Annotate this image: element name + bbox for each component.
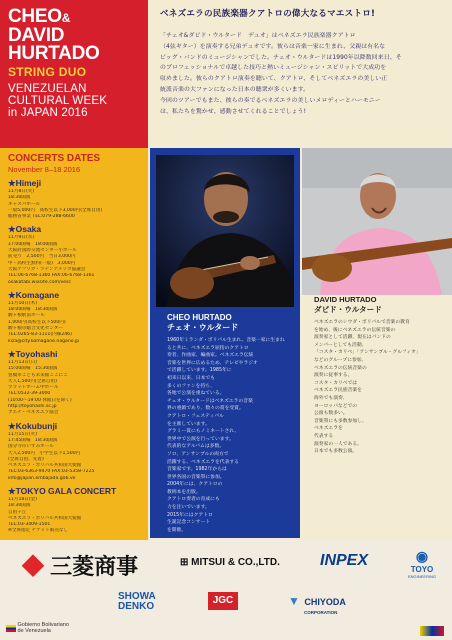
city-detail-line: 18:30開演 xyxy=(8,503,31,509)
city-item xyxy=(8,290,144,345)
mitsubishi-logo-icon: ◆ xyxy=(22,554,45,579)
city-detail-line: 総務省事業 TEL:079-288-6600 xyxy=(8,214,75,220)
text-line: 収めました。彼らのクアトロ演奏を聴いて、クアトロ、そしてベネズエラの美しい正 xyxy=(160,76,388,83)
text-line: 今回のツアーでもまた、彼らの奏でるベネズエラの美しいメロディーとハーモニー xyxy=(160,97,381,104)
text-line: ると共に、ベネズエラ屈指のクアトロ xyxy=(167,345,249,351)
city-item xyxy=(8,421,144,482)
city-name: ★Toyohashi xyxy=(8,348,58,359)
text-line: （4弦ギター）を演奏する兄弟デュオです。彼らは音楽一家に生まれ、父親は有名な xyxy=(160,43,386,50)
city-detail-line: 駒ヶ根市総合文化センター xyxy=(8,326,63,332)
text-line: 演奏家の一人である。 xyxy=(314,441,362,447)
sponsor-strip xyxy=(0,540,452,640)
text-line: 音楽家です。1982年からは xyxy=(167,467,227,473)
sponsor-inpex: INPEX xyxy=(320,552,369,569)
sponsor-jgc: JGC xyxy=(208,592,238,610)
chiyoda-logo-icon: ▼ xyxy=(288,594,300,608)
city-detail-line: 大阪アフリカ・ラテンアメリカ協議会 xyxy=(8,266,86,272)
city-name: ★Himeji xyxy=(8,178,42,188)
title-cheo: CHEO& xyxy=(8,6,71,27)
city-detail-line: 18:00開場 18:30開演 xyxy=(8,307,58,313)
toyo-logo-icon: ◉ xyxy=(415,548,429,564)
city-detail-line: (全席自由、先着) xyxy=(8,456,44,462)
text-line: グラミー賞にもノミネートされ、 xyxy=(167,429,240,435)
concerts-range: November 8–18 2016 xyxy=(8,165,81,174)
city-detail-line: kiza@city.komagane.nagano.jp xyxy=(8,338,80,344)
city-detail-line: プラットホーム中ホール xyxy=(8,385,59,391)
city-detail-line: (10:00〜19:00 休館日を除く) xyxy=(8,397,72,403)
text-line: 代表する xyxy=(314,433,334,439)
text-line: ビッグ・バンドのミュージシャンでした。チェオ・ウルタードは1990年以降数回来日、そ xyxy=(160,54,402,61)
text-line: メンバーとしても活動。 xyxy=(314,342,367,348)
city-detail-line: http://toyohashi.sc.jp xyxy=(8,404,57,410)
city-name: ★Osaka xyxy=(8,224,42,235)
text-line: 各地で公演を重ねている。 xyxy=(167,391,225,397)
subtitle-string-duo: STRING DUO xyxy=(8,65,87,79)
concerts-heading: CONCERTS DATES xyxy=(8,153,101,164)
text-line: ソロ、アンサンブルの両方で xyxy=(167,451,229,457)
text-line: 奏者、作曲家、編曲家。ベネズエラ伝統 xyxy=(167,353,254,359)
city-detail-line: 前売り 2,500円 当日3,000円 xyxy=(8,254,76,260)
city-detail-line: 駒ヶ根駅前ホール xyxy=(8,313,45,319)
city-detail-line: osakatabi.wixsite.com/vesc xyxy=(8,279,72,285)
intro-text xyxy=(160,31,446,117)
city-detail-line: 1,000円(高校生以下500円) xyxy=(8,319,66,325)
title-block xyxy=(0,0,148,148)
cheo-bio xyxy=(167,337,295,534)
sponsor-showa-denko: SHOWA DENKO xyxy=(118,591,156,612)
left-column xyxy=(0,0,148,540)
text-line: 演奏家として活躍、現在はバンドの xyxy=(314,335,391,341)
city-item xyxy=(8,224,144,285)
david-bio xyxy=(314,319,448,456)
text-line: ベネズエラを xyxy=(314,426,343,432)
sponsor-mitsubishi: ◆ 三菱商事 xyxy=(22,554,139,579)
concert-dates xyxy=(8,153,144,535)
text-line: を主催しています。 xyxy=(167,421,210,427)
city-detail-line: ベネズエラ・ボリバル共和国大使館 xyxy=(8,463,82,469)
cheo-name-en: CHEO HURTADO xyxy=(167,313,232,322)
text-line: ヨーロッパなどでの xyxy=(314,403,358,409)
text-line: 1960年ミランダ・ボリバル生まれ。音楽一家に生まれ xyxy=(167,338,285,343)
text-line: を始め、後にベネズエラの伝統音楽の xyxy=(314,327,396,333)
text-line: 世界中で公演を行っています。 xyxy=(167,436,234,442)
mitsui-logo-icon: ⊞ xyxy=(180,557,189,568)
city-detail-line: 11月9日(水) xyxy=(8,235,35,241)
text-line: 世界各国の音楽祭に参加。 xyxy=(167,474,225,480)
text-line: ベネズエラの伝統音楽の xyxy=(314,365,367,371)
city-detail-line: TEL:03-6363-9470 FAX:03-5358-7225 xyxy=(8,469,95,475)
city-detail-line: 15:00開場 15:30開演 xyxy=(8,366,58,372)
city-detail-line: 17:00開場 18:00開演 xyxy=(8,241,58,247)
text-line: 界の重鎮であり、数々の賞を受賞。 xyxy=(167,406,244,412)
title-ampersand: & xyxy=(61,11,71,25)
city-name: ★TOKYO GALA CONCERT xyxy=(8,485,117,496)
david-block xyxy=(314,295,448,456)
text-line: 力を注いでいます。 xyxy=(167,505,210,511)
city-item xyxy=(8,486,144,535)
david-photo xyxy=(302,148,452,295)
cultural-week-title: VENEZUELAN CULTURAL WEEK in JAPAN 2016 xyxy=(8,83,108,119)
venezuela-flag-icon xyxy=(6,625,16,632)
venezuela-seal-icon xyxy=(420,626,444,636)
city-name: ★Kokubunji xyxy=(8,420,58,431)
cheo-photo-image xyxy=(156,155,294,307)
city-item xyxy=(8,178,144,220)
text-line: 生誕記念コンサート xyxy=(167,520,211,526)
city-detail-line: 11月10日(木) xyxy=(8,300,38,306)
cheo-name xyxy=(167,313,297,333)
city-detail-line: 中・高校生無料(一般) 3,000円 xyxy=(8,260,76,266)
city-detail-line: 大人2,500円 小学生以下1,500円 xyxy=(8,450,81,456)
david-name-en: DAVID HURTADO xyxy=(314,295,377,304)
intro-headline: ベネズエラの民族楽器クアトロの偉大なるマエストロ! xyxy=(160,9,376,19)
city-detail-line: info@japan.embajada.gob.ve xyxy=(8,475,76,481)
text-line: 音楽を世界に広めるため、テレビやラジオ xyxy=(167,360,258,366)
text-line: を開催。 xyxy=(167,527,187,533)
text-line: 「チェオ&ダビド・ウルタード デュオ」はベネズエラ民族楽器クアトロ xyxy=(160,33,356,39)
city-detail-line: ベネズエラ・ボリバル共和国大使館 xyxy=(8,515,82,521)
city-item xyxy=(8,349,144,417)
city-detail-line: 17:45開場 18:30開演 xyxy=(8,437,58,443)
text-line: 初来日以来、日本でも xyxy=(167,375,215,381)
text-line: 日本でも多数公演。 xyxy=(314,449,358,455)
text-line: 多くのファンを持ち、 xyxy=(167,383,215,389)
text-line: 活躍する、ベネズエラを代表する xyxy=(167,459,239,465)
city-detail-line: 11月18日(金) xyxy=(8,496,38,502)
text-line: などのグループに参加、 xyxy=(314,357,367,363)
city-detail-line: TEL:0265-83-1111(内線246) xyxy=(8,332,72,338)
david-photo-image xyxy=(302,148,452,295)
cheo-photo xyxy=(156,155,294,307)
text-line: 2015年にはクアトロ xyxy=(167,512,213,518)
city-detail-line: 大人1,500円(全席自由) xyxy=(8,378,57,384)
sponsor-chiyoda: ▼ CHIYODA CORPORATION xyxy=(288,594,346,615)
text-line: 2004年には、クアトロの xyxy=(167,482,223,488)
david-name xyxy=(314,295,448,315)
city-detail-line: キャスパホール xyxy=(8,201,41,207)
city-detail-line: 大阪府国際交流センター小ホール xyxy=(8,248,77,254)
sponsor-mitsui: ⊞ MITSUI & CO.,LTD. xyxy=(180,557,280,568)
text-line: 代表的なアルバムは多数。 xyxy=(167,444,225,450)
title-hurtado: HURTADO xyxy=(8,43,100,64)
sponsor-toyo: ◉ TOYO ENGINEERING xyxy=(398,548,446,579)
text-line: 統派音楽の大ファンになった日本の聴衆が多くいます。 xyxy=(160,86,310,93)
city-detail-line: 豊橋市こども未来館ここにこ xyxy=(8,372,68,378)
title-david: DAVID xyxy=(8,25,65,46)
city-detail-line: 国分寺市いずみホール xyxy=(8,444,54,450)
text-line: のプロフェッショナルで卓越した技巧と熱いミュージシャン・スピリットで大成功を xyxy=(160,65,387,72)
city-detail-line: 11月15日(火) xyxy=(8,431,38,437)
cheo-name-jp: チェオ・ウルタード xyxy=(167,323,239,332)
city-detail-line: TEL:0532-39-3000 xyxy=(8,391,51,397)
city-detail-line: TEL:03-3409-1501 xyxy=(8,522,51,528)
cheo-panel xyxy=(150,148,300,538)
text-line: 音楽祭にも多数参加し、 xyxy=(314,418,367,424)
city-detail-line: 自由ヶ丘 xyxy=(8,509,27,515)
text-line: 教則本を出版。 xyxy=(167,489,201,495)
city-detail-line: ※全席指定 チケット販売なし xyxy=(8,528,69,534)
text-line: 「コスタ・カリベ」「アンサンブル・グルフィオ」 xyxy=(314,350,421,356)
city-detail-line: 18:30開演 xyxy=(8,195,31,201)
text-line: は、私たちを驚かせ、感動させてくれることでしょう! xyxy=(160,108,307,115)
text-line: 演奏に従事する。 xyxy=(314,373,353,379)
sponsor-venezuela-gov: Gobierno Bolivariano de Venezuela xyxy=(6,622,69,634)
text-line: 海外でも演奏、 xyxy=(314,395,348,401)
city-name: ★Komagane xyxy=(8,289,60,300)
text-line: コスタ・カリベでは xyxy=(314,380,358,386)
text-line: チェオ・ウルタードはベネズエラの音楽 xyxy=(167,398,253,404)
text-line: ベネズエラ民族音楽を xyxy=(314,388,362,394)
city-detail-line: TEL:06-6768-1360 FAX:06-6768-1361 xyxy=(8,273,95,279)
city-detail-line: ブエナ・ベネズエラ協会 xyxy=(8,410,59,416)
text-line: で活躍しています。1985年に xyxy=(167,368,232,374)
text-line: クアトロ奏者の育成にも xyxy=(167,497,220,503)
intro-block xyxy=(152,0,452,148)
david-name-jp: ダビド・ウルタード xyxy=(314,305,382,314)
text-line: クアトロ・フェスティバル xyxy=(167,413,224,419)
city-detail-line: 一般5,000円 高校生以下3,000円(全席自由) xyxy=(8,207,103,213)
text-line: 公演も数多い。 xyxy=(314,411,348,417)
city-detail-line: 11月13日(日) xyxy=(8,359,38,365)
city-list xyxy=(8,178,144,535)
text-line: ベネズエラのシウダ・ボリバルで音楽の教育 xyxy=(314,320,410,325)
city-detail-line: 11月8日(火) xyxy=(8,189,35,194)
